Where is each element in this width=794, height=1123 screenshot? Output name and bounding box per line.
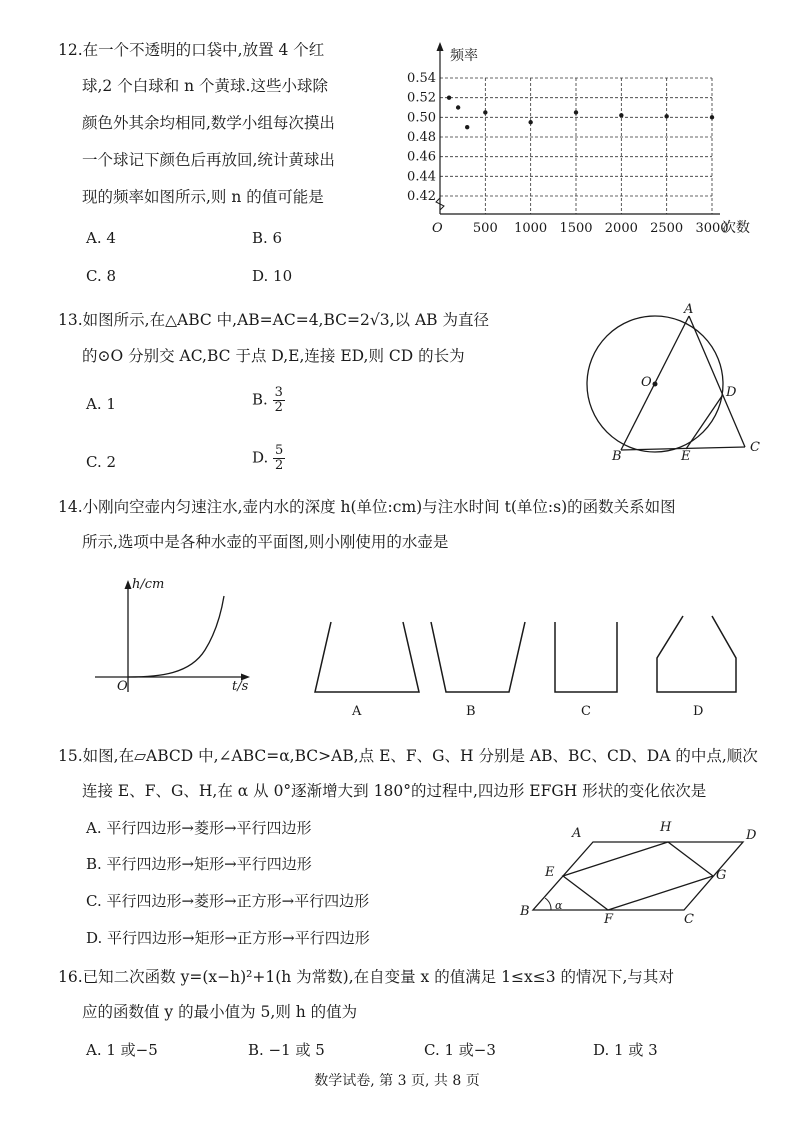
kettle-c-label[interactable]: C <box>581 704 591 719</box>
q13-option-a[interactable]: A. 1 <box>86 395 116 413</box>
y-tick-label: 0.50 <box>407 110 436 126</box>
q16-option-a[interactable]: A. 1 或−5 <box>86 1041 158 1059</box>
y-tick-label: 0.46 <box>407 149 436 165</box>
page-footer: 数学试卷, 第 3 页, 共 8 页 <box>314 1073 480 1089</box>
q16-option-b[interactable]: B. −1 或 5 <box>248 1041 325 1059</box>
y-tick-label: 0.48 <box>407 130 436 145</box>
graph-y-label: h/cm <box>132 577 165 592</box>
origin-label: O <box>432 221 443 236</box>
label-e: E <box>681 449 691 464</box>
label-g: G <box>716 868 727 883</box>
label-b: B <box>612 449 622 464</box>
q12-option-a[interactable]: A. 4 <box>86 229 116 247</box>
q15-line-2: 连接 E、F、G、H,在 α 从 0°逐渐增大到 180°的过程中,四边形 EFGH 形状的变化依次是 <box>82 782 707 800</box>
x-tick-label: 500 <box>472 221 498 236</box>
graph-origin: O <box>117 679 128 694</box>
q12-line-5: 现的频率如图所示,则 n 的值可能是 <box>82 188 324 206</box>
y-tick-label: 0.44 <box>407 169 436 185</box>
label-b: B <box>520 904 530 919</box>
label-c: C <box>684 912 694 927</box>
q12-option-d[interactable]: D. 10 <box>252 267 293 285</box>
q12-option-b[interactable]: B. 6 <box>252 229 283 247</box>
fraction-denominator: 2 <box>274 400 283 415</box>
label-a: A <box>684 302 694 317</box>
y-tick-label: 0.54 <box>407 71 436 86</box>
q13-line-1: 13.如图所示,在△ABC 中,AB=AC=4,BC=2√3,以 AB 为直径 <box>58 311 489 329</box>
q16-option-c[interactable]: C. 1 或−3 <box>424 1041 496 1059</box>
label-a: A <box>572 826 582 841</box>
q12-line-1: 12.在一个不透明的口袋中,放置 4 个红 <box>58 41 325 59</box>
graph-x-label: t/s <box>232 679 249 694</box>
label-c: C <box>750 440 760 455</box>
q14-line-2: 所示,选项中是各种水壶的平面图,则小刚使用的水壶是 <box>82 533 449 551</box>
kettle-d-label[interactable]: D <box>693 704 704 719</box>
x-tick-label: 2500 <box>650 221 684 236</box>
fraction-numerator: 5 <box>275 443 284 458</box>
q13-option-d-prefix: D. <box>252 448 269 467</box>
q12-line-3: 颜色外其余均相同,数学小组每次摸出 <box>82 114 335 132</box>
label-o: O <box>641 375 652 390</box>
quadrilateral-efgh <box>563 842 713 910</box>
q16-line-2: 应的函数值 y 的最小值为 5,则 h 的值为 <box>82 1003 358 1021</box>
q16-line-1: 16.已知二次函数 y=(x−h)²+1(h 为常数),在自变量 x 的值满足 1≤x≤3 的情况下,与其对 <box>58 968 674 986</box>
y-axis-label: 频率 <box>450 48 478 64</box>
x-axis-label: 次数 <box>722 220 750 236</box>
x-tick-label: 3000 <box>695 221 729 236</box>
q12-option-c[interactable]: C. 8 <box>86 267 117 285</box>
label-e: E <box>545 865 555 880</box>
x-tick-label: 1000 <box>514 221 548 236</box>
label-d: D <box>726 385 737 400</box>
q15-option-a[interactable]: A. 平行四边形→菱形→平行四边形 <box>86 819 312 837</box>
q13-line-2: 的⊙O 分别交 AC,BC 于点 D,E,连接 ED,则 CD 的长为 <box>82 347 465 365</box>
q15-option-c[interactable]: C. 平行四边形→菱形→正方形→平行四边形 <box>86 892 370 910</box>
label-alpha: α <box>555 899 563 912</box>
y-tick-label: 0.52 <box>407 90 436 106</box>
q15-option-d[interactable]: D. 平行四边形→矩形→正方形→平行四边形 <box>86 929 370 947</box>
q13-option-b-prefix: B. <box>252 390 268 409</box>
x-tick-label: 2000 <box>604 221 638 236</box>
fraction-numerator: 3 <box>274 385 283 400</box>
q12-line-4: 一个球记下颜色后再放回,统计黄球出 <box>82 151 335 169</box>
q13-option-c[interactable]: C. 2 <box>86 453 117 471</box>
label-f: F <box>604 912 614 927</box>
q14-line-1: 14.小刚向空壶内匀速注水,壶内水的深度 h(单位:cm)与注水时间 t(单位:s)的函数关系如图 <box>58 498 676 516</box>
label-h: H <box>660 820 672 835</box>
y-tick-label: 0.42 <box>407 189 436 204</box>
fraction-denominator: 2 <box>275 458 284 473</box>
kettle-b-label[interactable]: B <box>466 704 476 719</box>
x-tick-label: 1500 <box>559 221 593 236</box>
angle-alpha-arc <box>545 898 551 910</box>
kettle-a-label[interactable]: A <box>352 704 362 719</box>
q15-line-1: 15.如图,在▱ABCD 中,∠ABC=α,BC>AB,点 E、F、G、H 分别是 AB、BC、CD、DA 的中点,顺次 <box>58 747 758 765</box>
label-d: D <box>746 828 757 843</box>
q16-option-d[interactable]: D. 1 或 3 <box>593 1041 658 1059</box>
q15-option-b[interactable]: B. 平行四边形→矩形→平行四边形 <box>86 855 312 873</box>
q12-line-2: 球,2 个白球和 n 个黄球.这些小球除 <box>82 77 328 95</box>
